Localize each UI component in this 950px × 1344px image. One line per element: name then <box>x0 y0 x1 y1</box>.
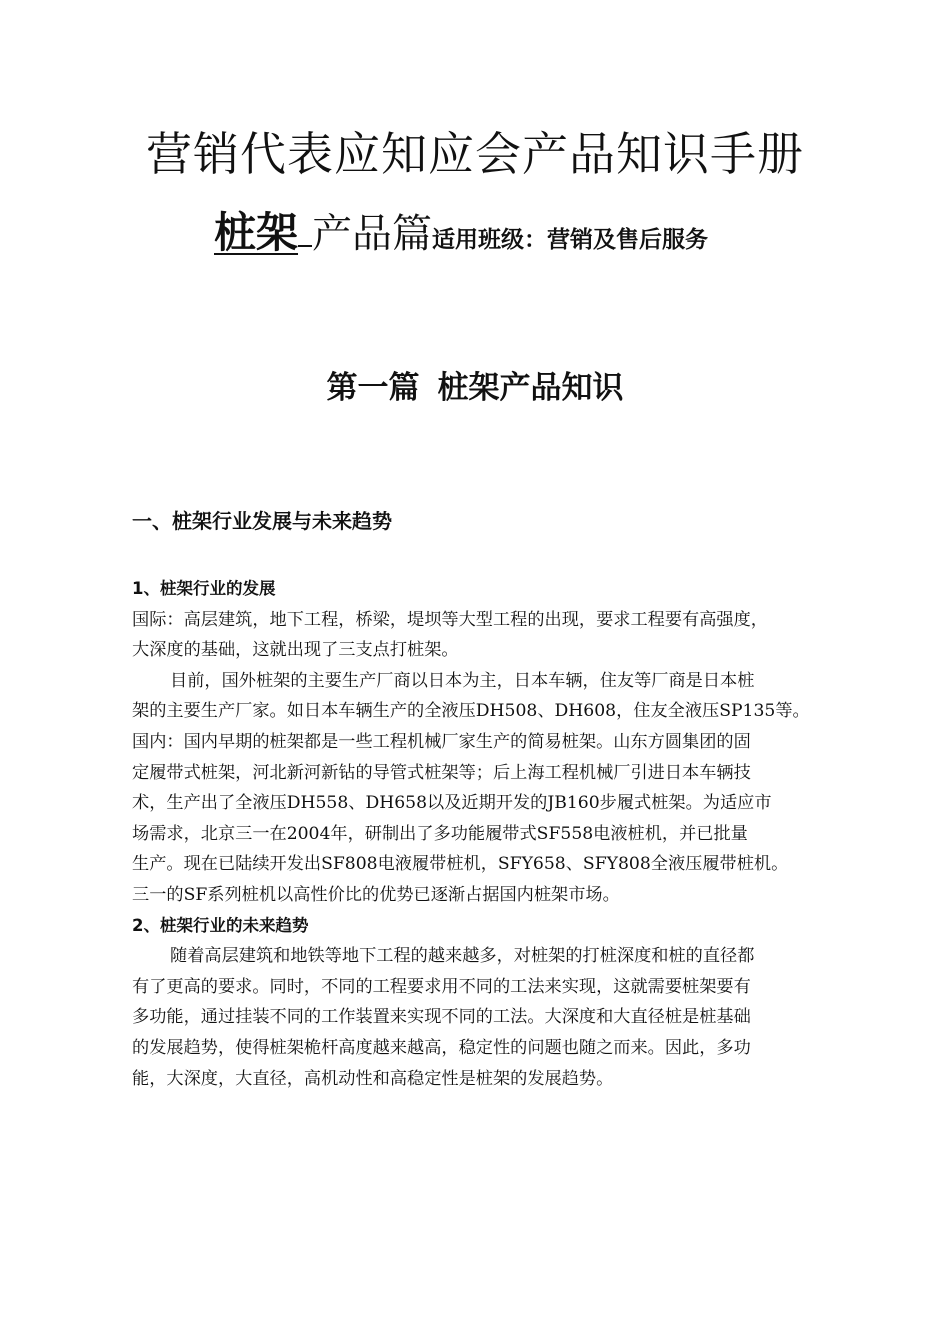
paragraph-line: 能，大深度，大直径，高机动性和高稳定性是桩架的发展趋势。 <box>132 1068 614 1089</box>
paragraph-line: 术，生产出了全液压DH558、DH658以及近期开发的JB160步履式桩架。为适应市 <box>132 793 772 814</box>
part-name: 桩架产品知识 <box>437 370 624 406</box>
section-heading: 一、桩架行业发展与未来趋势 <box>132 509 392 533</box>
subtitle-underline-gap <box>298 244 312 247</box>
paragraph-line: 随着高层建筑和地铁等地下工程的越来越多，对桩架的打桩深度和桩的直径都 <box>170 946 755 967</box>
paragraph-line: 多功能，通过挂装不同的工作装置来实现不同的工法。大深度和大直径桩是桩基础 <box>132 1007 751 1028</box>
paragraph-line: 场需求，北京三一在2004年，研制出了多功能履带式SF558电液桩机，并已批量 <box>132 823 748 844</box>
subtitle-bold-part: 桩架 <box>214 208 299 257</box>
subsection-heading-development: 1、桩架行业的发展 <box>132 579 276 598</box>
part-title <box>0 364 950 412</box>
paragraph-line: 有了更高的要求。同时，不同的工程要求用不同的工法来实现，这就需要桩架要有 <box>132 976 751 997</box>
subsection-heading-trend: 2、桩架行业的未来趋势 <box>132 915 309 935</box>
paragraph-line: 大深度的基础，这就出现了三支点打桩架。 <box>132 640 459 661</box>
paragraph-line: 国际：高层建筑，地下工程，桥梁，堤坝等大型工程的出现，要求工程要有高强度， <box>132 609 768 630</box>
paragraph-line: 三一的SF系列桩机以高性价比的优势已逐渐占据国内桩架市场。 <box>132 884 620 905</box>
paragraph-line: 国内：国内早期的桩架都是一些工程机械厂家生产的简易桩架。山东方圆集团的固 <box>132 731 751 752</box>
paragraph-line: 定履带式桩架，河北新河新钻的导管式桩架等；后上海工程机械厂引进日本车辆技 <box>132 762 751 783</box>
subtitle-normal-part: 产品篇 <box>312 211 433 257</box>
paragraph-line: 目前，国外桩架的主要生产厂商以日本为主，日本车辆，住友等厂商是日本桩 <box>170 670 755 691</box>
document-subtitle <box>214 200 708 260</box>
paragraph-line: 架的主要生产厂家。如日本车辆生产的全液压DH508、DH608，住友全液压SP135等。 <box>132 701 810 722</box>
document-title: 营销代表应知应会产品知识手册 <box>146 127 804 181</box>
section-body <box>132 574 838 1094</box>
part-label: 第一篇 <box>326 370 420 406</box>
paragraph-line: 生产。现在已陆续开发出SF808电液履带桩机，SFY658、SFY808全液压履带桩机。 <box>132 854 789 875</box>
subtitle-applicable-class: 适用班级：营销及售后服务 <box>432 227 709 253</box>
paragraph-line: 的发展趋势，使得桩架桅杆高度越来越高，稳定性的问题也随之而来。因此，多功 <box>132 1037 751 1058</box>
